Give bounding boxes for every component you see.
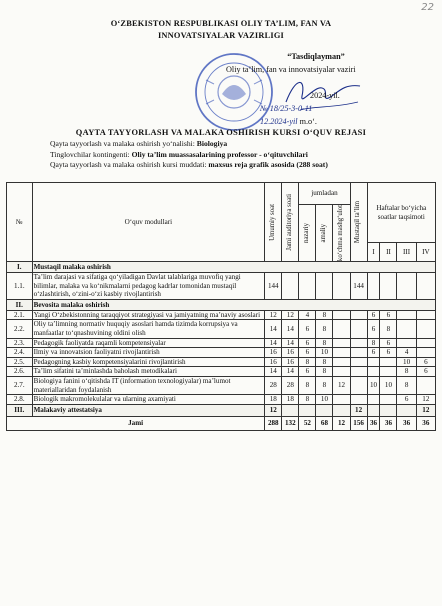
approval-date: 12.2024-yil	[260, 117, 298, 126]
col-header-auditoriya: Jami auditoriya soati	[286, 193, 294, 251]
row-number: 2.2.	[7, 320, 33, 338]
row-cell-koch	[333, 357, 350, 367]
row-cell-naz: 8	[299, 377, 316, 395]
total-cell-naz: 52	[299, 416, 316, 430]
approval-mo: m.o‘.	[299, 117, 317, 126]
table-row	[7, 357, 436, 367]
total-cell-w1: 36	[367, 416, 380, 430]
row-cell-w3	[397, 273, 416, 300]
row-cell-w4: 6	[416, 357, 435, 367]
section-row	[7, 262, 436, 273]
row-cell-am: 8	[316, 357, 333, 367]
approval-registration: № 18/25-3-0-11	[260, 104, 313, 113]
row-cell-w3	[397, 338, 416, 348]
duration-label: Qayta tayyorlash va malaka oshirish kursi muddati:	[50, 160, 207, 169]
row-cell-must	[350, 338, 367, 348]
curriculum-table	[6, 182, 436, 431]
table-row	[7, 348, 436, 358]
row-cell-must	[350, 377, 367, 395]
row-cell-naz: 6	[299, 348, 316, 358]
row-cell-aud: 16	[282, 348, 299, 358]
total-row	[7, 416, 436, 430]
table-row	[7, 273, 436, 300]
total-label: Jami	[7, 416, 265, 430]
row-cell-total: 16	[265, 348, 282, 358]
row-cell-koch: 12	[333, 377, 350, 395]
row-cell-aud	[282, 273, 299, 300]
row-cell-w2: 6	[380, 348, 397, 358]
row-cell-w2	[380, 367, 397, 377]
row-cell-w4	[416, 310, 435, 320]
contingent-value: Oliy ta’lim muassasalarining professor - o‘qituvchilari	[131, 149, 308, 159]
direction-label: Qayta tayyorlash va malaka oshirish yo‘nalishi:	[50, 139, 195, 148]
row-cell-koch	[333, 367, 350, 377]
col-header-kochma: ko‘chma mashg‘ulot	[337, 205, 345, 262]
row-cell-am: 8	[316, 320, 333, 338]
row-number: 2.3.	[7, 338, 33, 348]
row-cell-am: 8	[316, 338, 333, 348]
section-number: II.	[7, 299, 33, 310]
page-number: 22	[421, 2, 434, 13]
row-module-name: Oliy ta’limning normativ huquqiy asoslari hamda tizimda korrupsiya va manfaatlar to‘qnashuvining oldini olish	[32, 320, 265, 338]
row-cell-total: 144	[265, 273, 282, 300]
row-cell-koch	[333, 273, 350, 300]
row-cell-w3	[397, 320, 416, 338]
col-header-week-1: I	[367, 243, 380, 262]
row-cell-am: 8	[316, 367, 333, 377]
row-cell-aud: 18	[282, 395, 299, 405]
row-cell-w2	[380, 395, 397, 405]
row-cell-w1: 6	[367, 310, 380, 320]
row-cell-total: 18	[265, 395, 282, 405]
row-cell-w3: 8	[397, 377, 416, 395]
row-module-name: Ta’lim darajasi va sifatiga qo‘yiladigan Davlat talablariga muvofiq yangi bilimlar, malaka va ko‘nikmalarni pedagog kadrlar tomonidan mustaqil o‘zlashtirish, o‘zini-o‘zi kasbiy rivojlantirish	[32, 273, 265, 300]
row-cell-w2	[380, 273, 397, 300]
row-cell-w4	[416, 348, 435, 358]
col-header-mustaqil: Mustaqil ta’lim	[354, 200, 362, 244]
row-cell-must	[350, 348, 367, 358]
row-number: 1.1.	[7, 273, 33, 300]
row-cell-naz: 6	[299, 320, 316, 338]
row-cell-must	[350, 395, 367, 405]
row-cell-w3: 6	[397, 395, 416, 405]
row-cell-koch	[333, 338, 350, 348]
row-cell-aud: 12	[282, 310, 299, 320]
row-cell-w1: 6	[367, 320, 380, 338]
row-cell-aud: 14	[282, 367, 299, 377]
row-cell-naz: 6	[299, 367, 316, 377]
section-title: Bevosita malaka oshirish	[32, 299, 435, 310]
col-header-haftalar: Haftalar bo‘yicha soatlar taqsimoti	[367, 183, 435, 243]
row-module-name: Pedagogning kasbiy kompetensiyalarini rivojlantirish	[32, 357, 265, 367]
row-number: 2.1.	[7, 310, 33, 320]
col-header-week-3: III	[397, 243, 416, 262]
row-cell-w2: 10	[380, 377, 397, 395]
row-number: 2.8.	[7, 395, 33, 405]
col-header-nazariy: nazariy	[303, 223, 311, 244]
row-cell-am: 10	[316, 395, 333, 405]
row-cell-am	[316, 273, 333, 300]
row-cell-w3: 8	[397, 367, 416, 377]
row-number: 2.4.	[7, 348, 33, 358]
col-header-module: O‘quv modullari	[32, 183, 265, 262]
row-module-name: Biologiya fanini o‘qitishda IT (information texnologiyalar) ma’lumot materiallaridan foydalanish	[32, 377, 265, 395]
ministry-header	[0, 18, 442, 42]
row-cell-naz: 8	[299, 357, 316, 367]
table-row	[7, 377, 436, 395]
row-cell-aud: 14	[282, 338, 299, 348]
approval-year: 2024-yil.	[310, 91, 340, 100]
row-cell-w1: 8	[367, 338, 380, 348]
approval-block	[226, 50, 426, 128]
row-cell-w1: 10	[367, 377, 380, 395]
total-cell-koch: 12	[333, 416, 350, 430]
row-cell-w4	[416, 273, 435, 300]
row-cell-am: 8	[316, 377, 333, 395]
col-header-jumladan: jumladan	[299, 183, 350, 205]
row-cell-naz: 4	[299, 310, 316, 320]
row-cell-naz: 8	[299, 395, 316, 405]
row-cell-total: 12	[265, 310, 282, 320]
row-cell-total: 14	[265, 367, 282, 377]
section-title: Mustaqil malaka oshirish	[32, 262, 435, 273]
col-header-week-2: II	[380, 243, 397, 262]
table-row	[7, 338, 436, 348]
row-cell-w1	[367, 367, 380, 377]
row-number: 2.6.	[7, 367, 33, 377]
row-module-name: Yangi O‘zbekistonning taraqqiyot strategiyasi va jamiyatning ma’naviy asoslari	[32, 310, 265, 320]
row-module-name: Ilmiy va innovatsion faoliyatni rivojlantirish	[32, 348, 265, 358]
attestation-row	[7, 404, 436, 416]
row-module-name: Ta’lim sifatini ta’minlashda baholash metodikalari	[32, 367, 265, 377]
total-cell-must: 156	[350, 416, 367, 430]
course-meta	[50, 139, 328, 171]
attestation-mustaqil: 12	[350, 404, 367, 416]
table-row	[7, 310, 436, 320]
total-cell-w2: 36	[380, 416, 397, 430]
row-cell-w4	[416, 377, 435, 395]
row-cell-w2: 6	[380, 310, 397, 320]
row-cell-koch	[333, 310, 350, 320]
table-row	[7, 320, 436, 338]
attestation-number: III.	[7, 404, 33, 416]
table-body	[7, 262, 436, 431]
row-number: 2.7.	[7, 377, 33, 395]
row-cell-total: 14	[265, 320, 282, 338]
total-cell-total: 288	[265, 416, 282, 430]
direction-value: Biologiya	[196, 139, 228, 148]
row-cell-koch	[333, 348, 350, 358]
table-row	[7, 395, 436, 405]
row-cell-must: 144	[350, 273, 367, 300]
row-cell-w4	[416, 320, 435, 338]
row-cell-total: 14	[265, 338, 282, 348]
approval-minister: Oliy ta’lim, fan va innovatsiyalar vaziri	[226, 65, 356, 74]
attestation-title: Malakaviy attestatsiya	[32, 404, 265, 416]
ministry-line-1: O‘ZBEKISTON RESPUBLIKASI OLIY TA’LIM, FAN VA	[110, 19, 332, 28]
col-header-total: Umumiy soat	[268, 203, 276, 241]
total-cell-w3: 36	[397, 416, 416, 430]
row-cell-w4: 12	[416, 395, 435, 405]
section-number: I.	[7, 262, 33, 273]
section-row	[7, 299, 436, 310]
row-cell-w3: 4	[397, 348, 416, 358]
row-module-name: Biologik makromolekulalar va ularning axamiyati	[32, 395, 265, 405]
row-cell-w2: 6	[380, 338, 397, 348]
row-cell-koch	[333, 395, 350, 405]
attestation-week-4: 12	[416, 404, 435, 416]
row-cell-w2: 8	[380, 320, 397, 338]
row-cell-aud: 28	[282, 377, 299, 395]
row-cell-w4	[416, 338, 435, 348]
row-cell-am: 10	[316, 348, 333, 358]
row-cell-naz	[299, 273, 316, 300]
row-module-name: Pedagogik faoliyatda raqamli kompetensiyalar	[32, 338, 265, 348]
row-cell-am: 8	[316, 310, 333, 320]
col-header-no: №	[7, 183, 33, 262]
document-title: QAYTA TAYYORLASH VA MALAKA OSHIRISH KURSI O‘QUV REJASI	[75, 128, 367, 137]
row-cell-w1	[367, 357, 380, 367]
col-header-week-4: IV	[416, 243, 435, 262]
total-cell-w4: 36	[416, 416, 435, 430]
row-cell-w3: 10	[397, 357, 416, 367]
row-cell-w1	[367, 395, 380, 405]
ministry-line-2: INNOVATSIYALAR VAZIRLIGI	[157, 31, 285, 40]
row-cell-aud: 16	[282, 357, 299, 367]
row-cell-must	[350, 367, 367, 377]
row-cell-total: 16	[265, 357, 282, 367]
row-cell-must	[350, 320, 367, 338]
approval-heading: “Tasdiqlayman”	[287, 52, 345, 61]
row-cell-aud: 14	[282, 320, 299, 338]
total-cell-am: 68	[316, 416, 333, 430]
table-row	[7, 367, 436, 377]
row-cell-must	[350, 310, 367, 320]
row-cell-w2	[380, 357, 397, 367]
row-cell-naz: 6	[299, 338, 316, 348]
duration-value: maxsus reja grafik asosida (288 soat)	[208, 160, 328, 169]
col-header-amaliy: amaliy	[320, 223, 328, 243]
row-cell-w4: 6	[416, 367, 435, 377]
row-cell-w1: 6	[367, 348, 380, 358]
attestation-total: 12	[265, 404, 282, 416]
row-cell-w3	[397, 310, 416, 320]
row-cell-w1	[367, 273, 380, 300]
row-cell-koch	[333, 320, 350, 338]
row-cell-must	[350, 357, 367, 367]
contingent-label: Tinglovchilar kontingenti:	[50, 149, 130, 159]
row-number: 2.5.	[7, 357, 33, 367]
total-cell-aud: 132	[282, 416, 299, 430]
row-cell-total: 28	[265, 377, 282, 395]
